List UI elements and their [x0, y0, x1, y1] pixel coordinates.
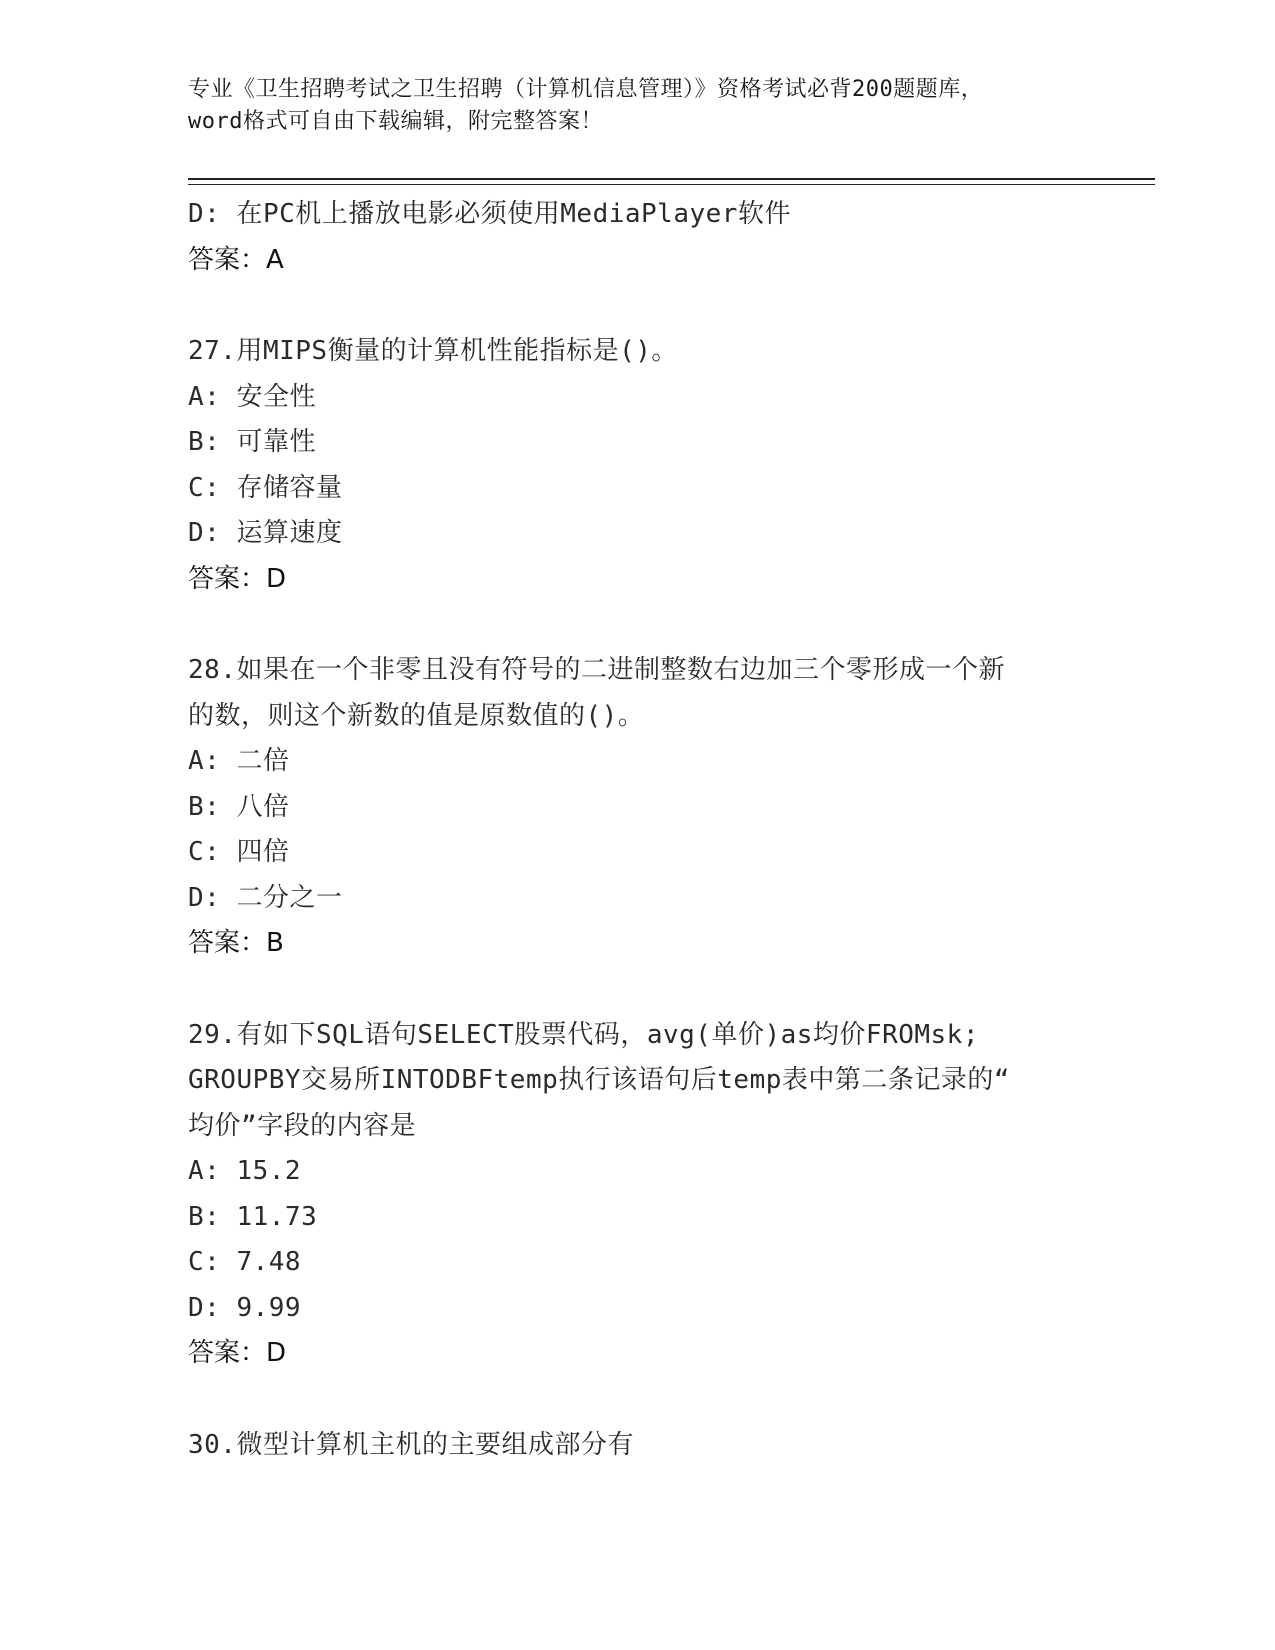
header-line-1: 专业《卫生招聘考试之卫生招聘（计算机信息管理）》资格考试必背200题题库，	[188, 77, 984, 102]
option-a: A: 安全性	[188, 381, 316, 412]
header-divider-thin	[188, 184, 1155, 185]
question-stem: GROUPBY交易所INTODBFtemp执行该语句后temp表中第二条记录的“	[188, 1065, 1011, 1095]
option-b: B: 八倍	[188, 791, 290, 822]
header-divider-thick	[188, 178, 1155, 180]
answer-line: 答案：D	[188, 1338, 287, 1368]
question-28	[188, 648, 1088, 967]
spacer	[188, 1377, 1088, 1423]
question-stem: 27.用MIPS衡量的计算机性能指标是()。	[188, 336, 678, 366]
option-d: D: 在PC机上播放电影必须使用MediaPlayer软件	[188, 199, 791, 229]
question-stem: 均价”字段的内容是	[188, 1110, 417, 1141]
question-stem: 28.如果在一个非零且没有符号的二进制整数右边加三个零形成一个新	[188, 655, 1005, 685]
spacer	[188, 283, 1088, 329]
option-c: C: 四倍	[188, 837, 290, 867]
option-c: C: 存储容量	[188, 472, 343, 503]
option-d: D: 运算速度	[188, 518, 343, 548]
option-a: A: 二倍	[188, 746, 290, 776]
option-d: D: 9.99	[188, 1292, 302, 1323]
answer-line: 答案：B	[188, 928, 284, 958]
spacer	[188, 602, 1088, 648]
document-header	[188, 74, 1088, 138]
question-29	[188, 1013, 1088, 1377]
question-stem: 30.微型计算机主机的主要组成部分有	[188, 1429, 634, 1460]
question-list	[188, 192, 1088, 1468]
header-line-2: word格式可自由下载编辑，附完整答案！	[188, 109, 603, 134]
answer-line: 答案：A	[188, 244, 284, 275]
question-27	[188, 329, 1088, 602]
option-c: C: 7.48	[188, 1247, 302, 1277]
question-30	[188, 1423, 1088, 1469]
option-b: B: 可靠性	[188, 427, 316, 457]
question-26-fragment	[188, 192, 1088, 283]
option-b: B: 11.73	[188, 1201, 318, 1232]
option-d: D: 二分之一	[188, 882, 343, 913]
question-stem: 29.有如下SQL语句SELECT股票代码，avg(单价)as均价FROMsk;	[188, 1019, 979, 1050]
spacer	[188, 967, 1088, 1013]
question-stem: 的数，则这个新数的值是原数值的()。	[188, 700, 645, 731]
option-a: A: 15.2	[188, 1156, 302, 1186]
answer-line: 答案：D	[188, 563, 287, 594]
